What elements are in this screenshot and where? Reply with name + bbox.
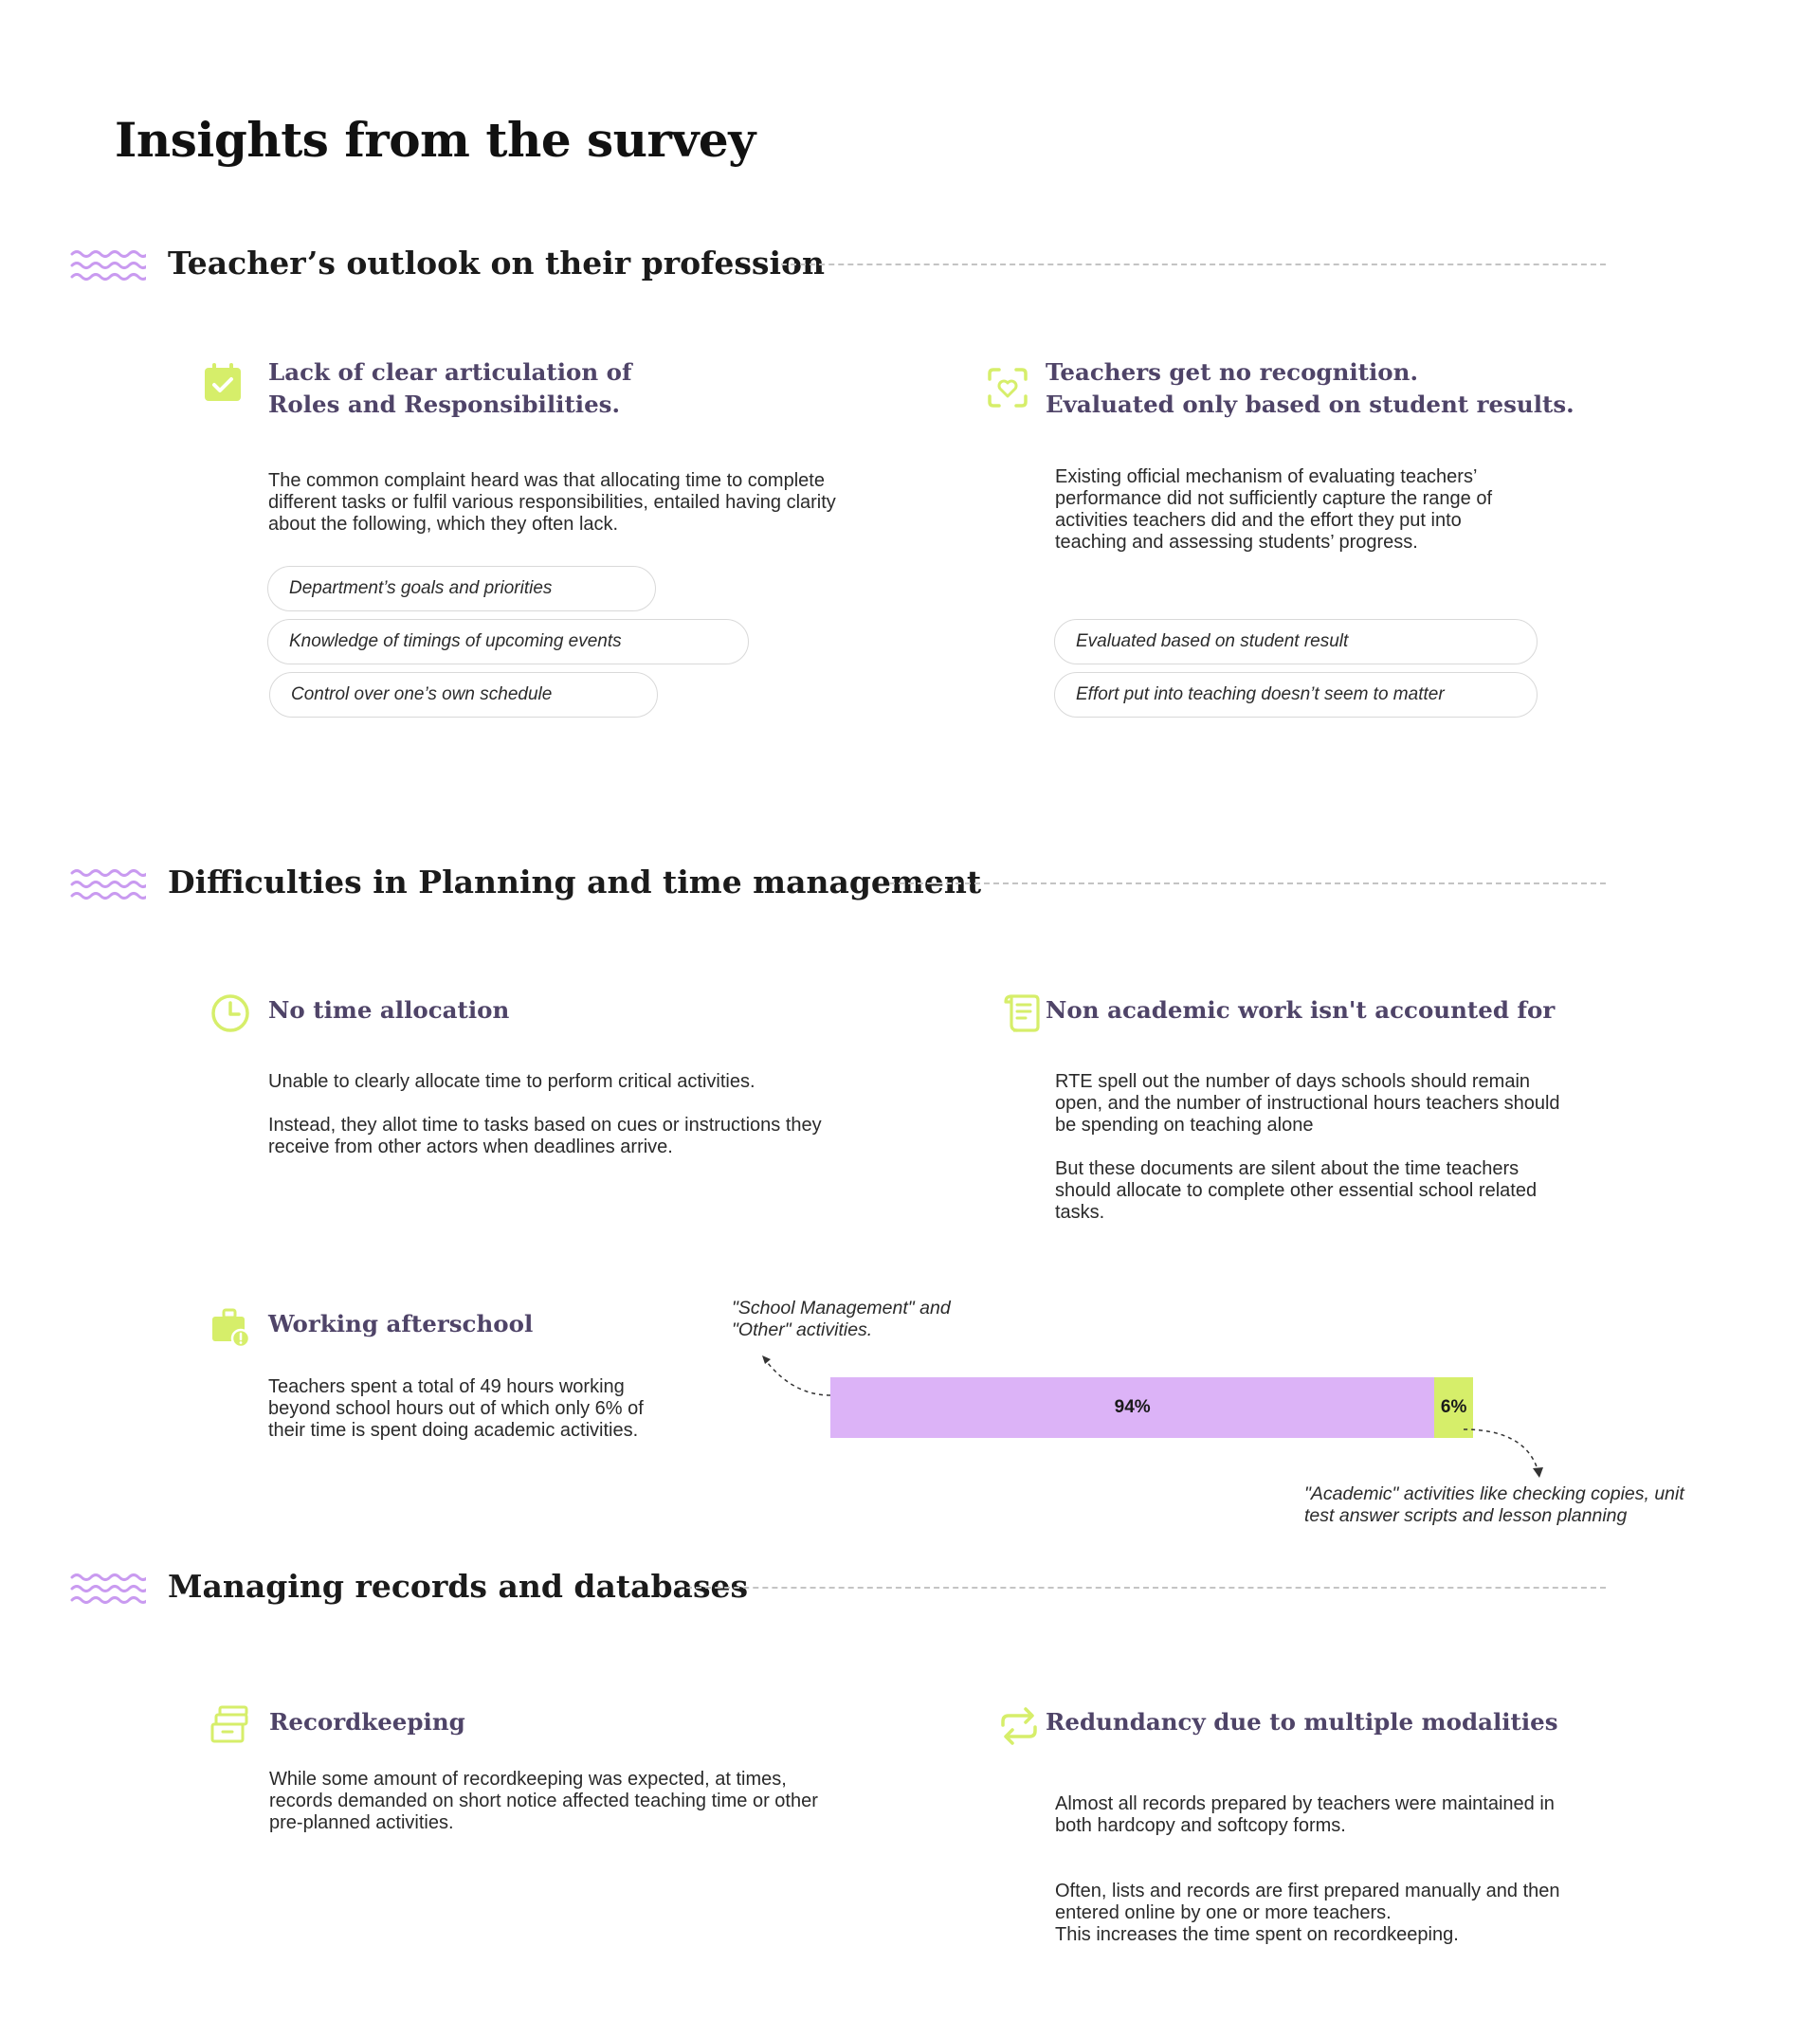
annotation-line: test answer scripts and lesson planning (1304, 1505, 1628, 1526)
card-paragraph: Unable to clearly allocate time to perform critical activities. (268, 1071, 755, 1092)
dashed-divider (889, 882, 1606, 884)
card-title-line: Lack of clear articulation of (268, 358, 632, 386)
pill-schedule-control: Control over one’s own schedule (269, 672, 658, 718)
pill-department-goals: Department’s goals and priorities (267, 566, 656, 611)
card-body-non-academic (1055, 1071, 1567, 1224)
annotation-arrow-management (758, 1346, 834, 1403)
card-title-line: Working afterschool (268, 1310, 534, 1337)
card-title-line: Non academic work isn't accounted for (1046, 996, 1556, 1024)
annotation-line: "Other" activities. (732, 1319, 873, 1340)
scroll-icon (1000, 991, 1044, 1034)
heart-scan-icon (986, 366, 1029, 409)
annotation-arrow-academic (1460, 1422, 1545, 1481)
section-header-planning (70, 854, 1606, 911)
card-title-non-academic (1046, 994, 1555, 1027)
card-title-redundancy (1046, 1706, 1558, 1738)
card-body-roles (268, 470, 846, 536)
card-title-line: Evaluated only based on student results. (1046, 391, 1574, 418)
repeat-arrows-icon (997, 1704, 1041, 1748)
card-paragraph: RTE spell out the number of days schools should remain open, and the number of instructional hours teachers should be spending on teaching alone (1055, 1071, 1560, 1136)
bar-segment-management (830, 1377, 1434, 1438)
pill-effort-teaching: Effort put into teaching doesn’t seem to matter (1054, 672, 1538, 718)
card-paragraph: Almost all records prepared by teachers were maintained in both hardcopy and softcopy forms. (1055, 1793, 1555, 1836)
card-title-line: Redundancy due to multiple modalities (1046, 1708, 1558, 1736)
annotation-line: "Academic" activities like checking copies, unit (1304, 1483, 1684, 1504)
dashed-divider (781, 264, 1606, 265)
card-paragraph: Teachers spent a total of 49 hours working beyond school hours out of which only 6% of their time is spent doing academic activities. (268, 1376, 644, 1441)
dashed-divider (686, 1587, 1606, 1589)
card-paragraph: The common complaint heard was that allocating time to complete different tasks or fulfil various responsibilities, entailed having clarity about the following, which they often lack. (268, 470, 836, 535)
card-title-recordkeeping (269, 1706, 465, 1738)
card-paragraph: Instead, they allot time to tasks based on cues or instructions they receive from other actors when deadlines arrive. (268, 1115, 822, 1157)
calendar-check-icon (201, 361, 245, 405)
page-title: Insights from the survey (115, 112, 755, 168)
section-title: Difficulties in Planning and time management (168, 864, 982, 900)
pill-timings-knowledge: Knowledge of timings of upcoming events (267, 619, 749, 664)
chart-annotation-academic (1304, 1483, 1778, 1527)
card-paragraph: Existing official mechanism of evaluating teachers’ performance did not sufficiently capture the range of activities teachers did and the effort they put into teaching and assessing students’ progress. (1055, 466, 1493, 553)
card-body-recordkeeping (269, 1769, 828, 1834)
waves-icon (70, 248, 146, 286)
card-title-no-time (268, 994, 509, 1027)
card-title-roles (268, 356, 632, 421)
card-paragraph: While some amount of recordkeeping was expected, at times, records demanded on short notice affected teaching time or other pre-planned activities. (269, 1769, 818, 1833)
section-header-outlook (70, 235, 1606, 292)
chart-annotation-management (732, 1298, 1016, 1341)
card-title-line: Roles and Responsibilities. (268, 391, 620, 418)
waves-icon (70, 1572, 146, 1610)
card-title-afterschool (268, 1308, 533, 1340)
card-title-line: No time allocation (268, 996, 510, 1024)
stacked-bar-chart (830, 1377, 1473, 1438)
bar-label: 94% (1114, 1397, 1151, 1417)
card-title-line: Teachers get no recognition. (1046, 358, 1418, 386)
clock-icon (209, 991, 252, 1035)
archive-box-icon (209, 1703, 252, 1747)
card-body-afterschool (268, 1376, 685, 1442)
card-paragraph: Often, lists and records are first prepared manually and then entered online by one or more teachers. This increases the time spent on recordkeeping. (1055, 1881, 1560, 1945)
annotation-line: "School Management" and (732, 1298, 951, 1319)
card-paragraph: But these documents are silent about the time teachers should allocate to complete other essential school related tasks. (1055, 1158, 1538, 1223)
waves-icon (70, 867, 146, 905)
card-body-recognition (1055, 466, 1529, 554)
card-body-no-time (268, 1071, 837, 1158)
section-header-records (70, 1558, 1606, 1615)
section-title: Teacher’s outlook on their profession (168, 245, 826, 282)
card-title-line: Recordkeeping (269, 1708, 465, 1736)
briefcase-alert-icon (209, 1306, 252, 1350)
bar-label: 6% (1440, 1397, 1467, 1417)
pill-student-result: Evaluated based on student result (1054, 619, 1538, 664)
card-body-redundancy (1055, 1772, 1567, 1968)
card-title-recognition (1046, 356, 1574, 421)
section-title: Managing records and databases (168, 1568, 749, 1605)
